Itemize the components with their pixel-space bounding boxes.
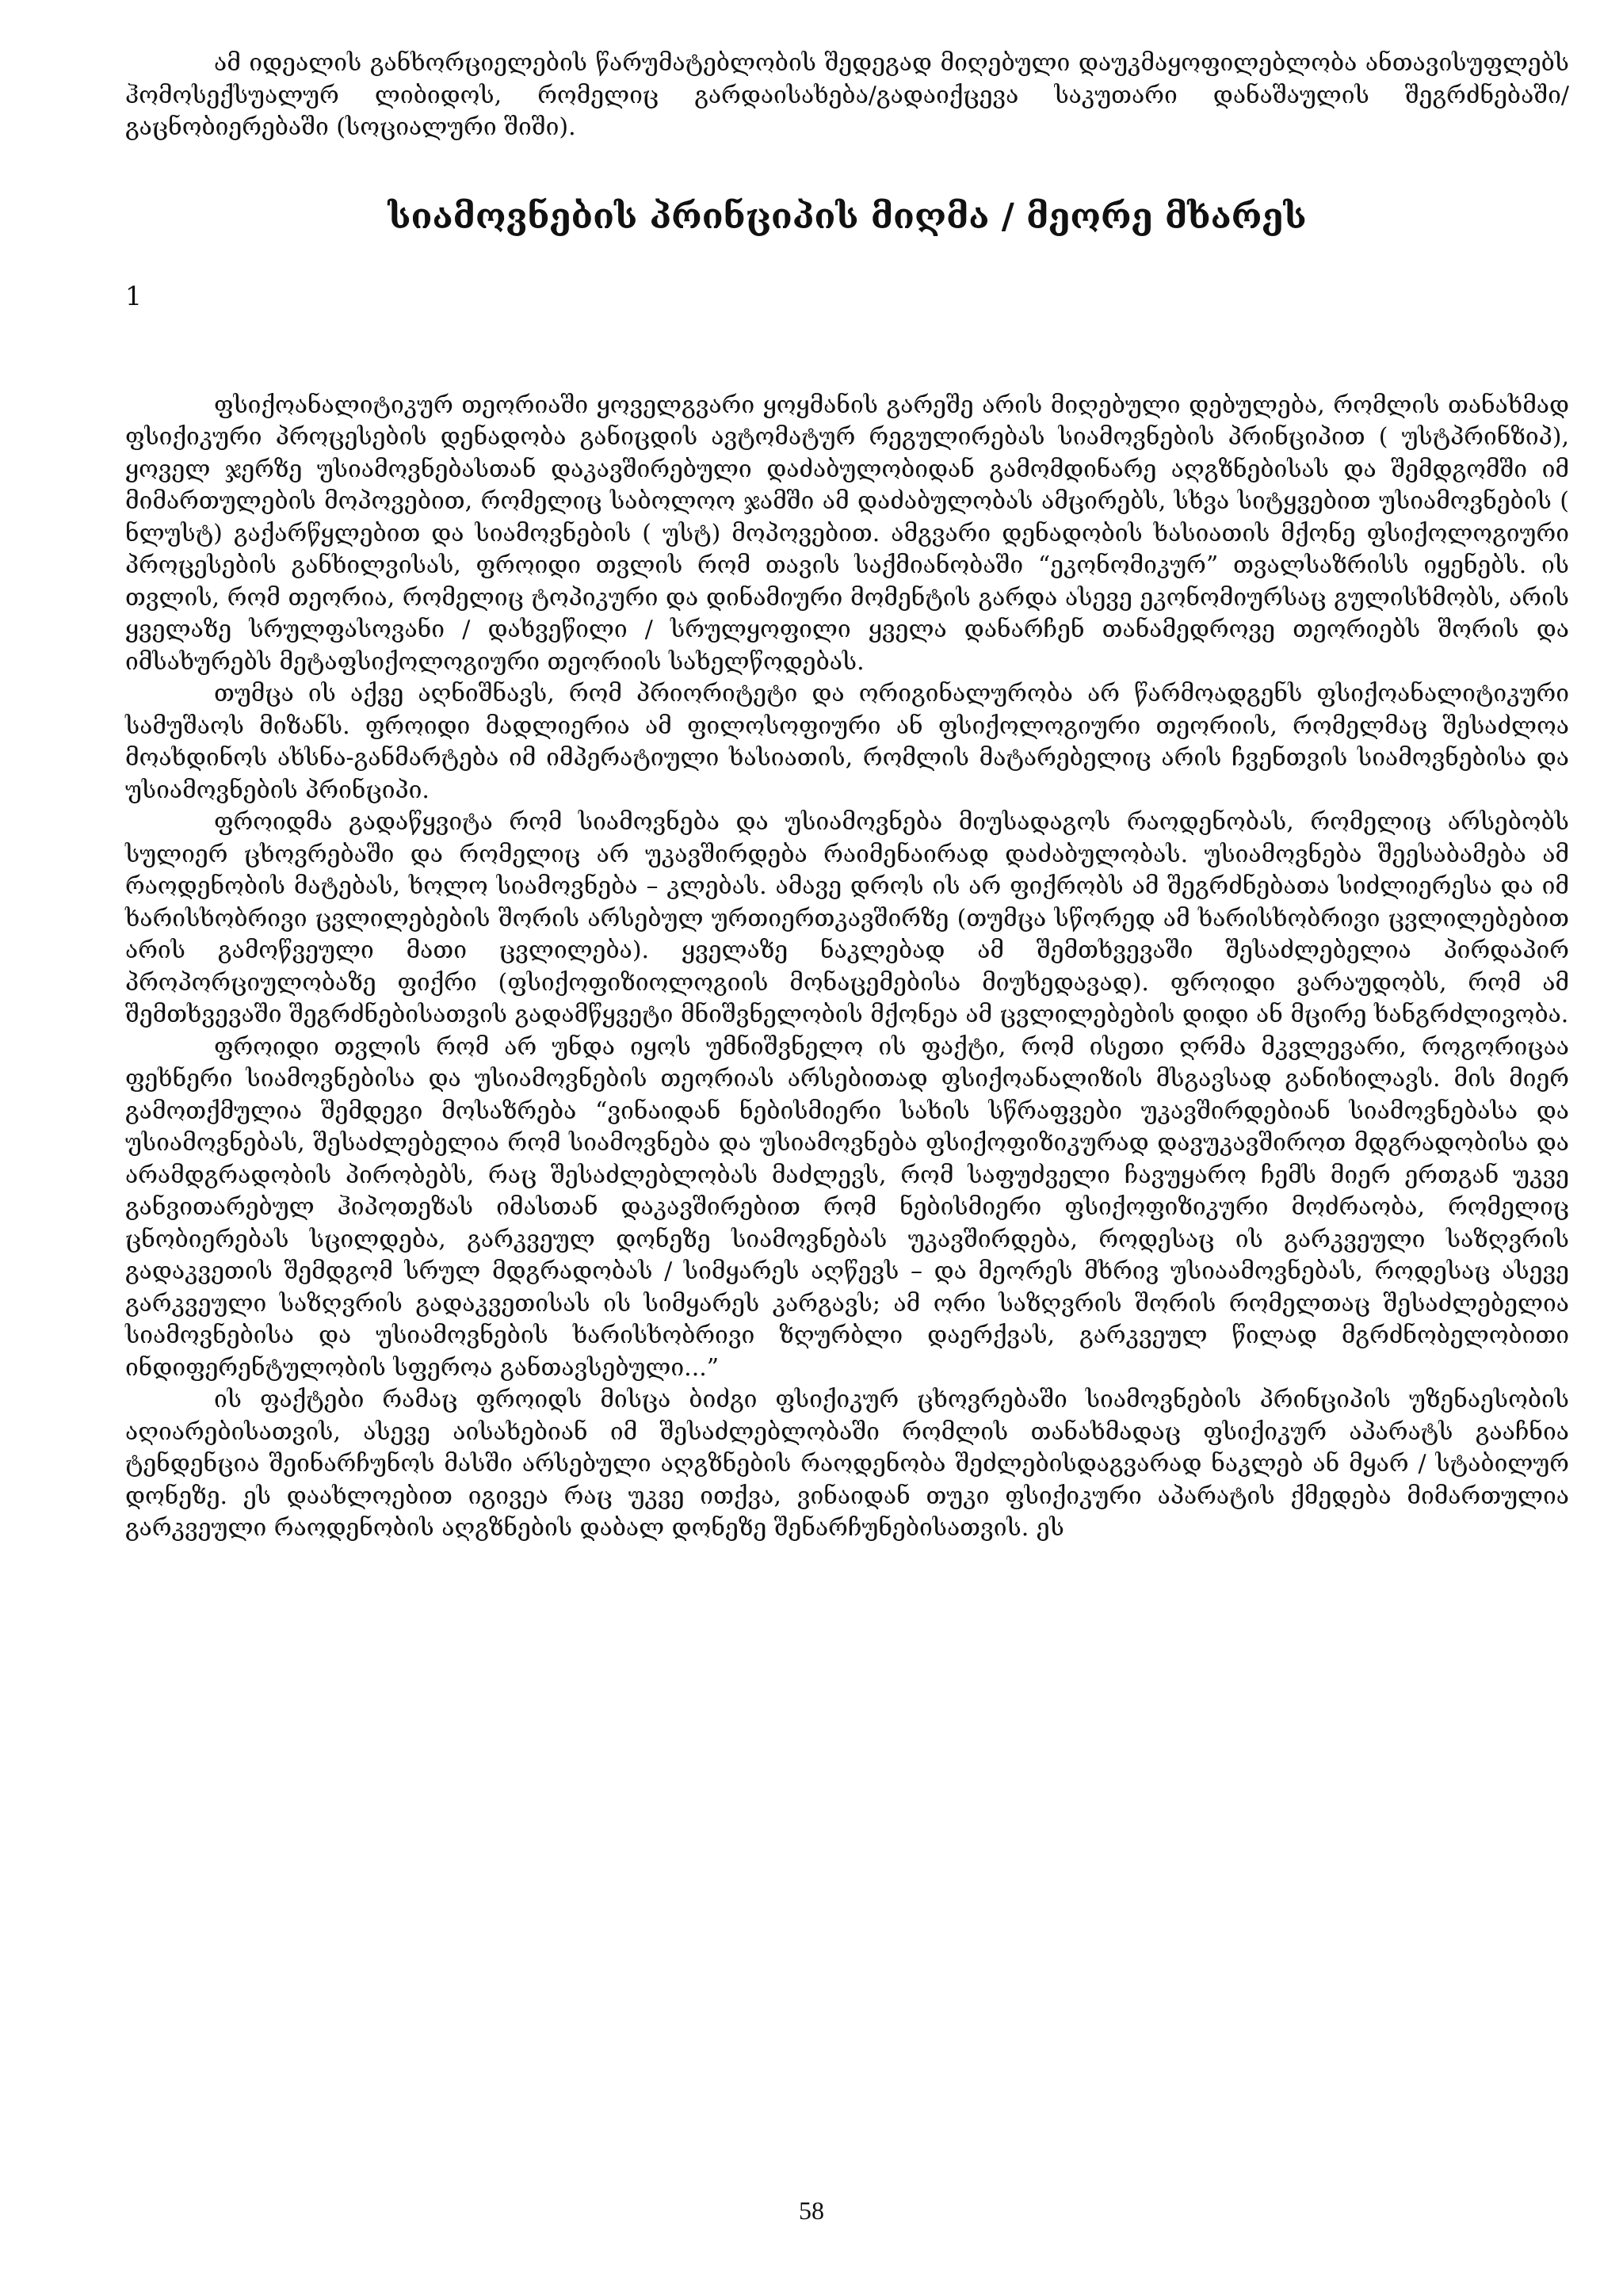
body-paragraph: თუმცა ის აქვე აღნიშნავს, რომ პრიორიტეტი და ორიგინალურობა არ წარმოადგენს ფსიქოანალიტიკური სამუშაოს მიზანს. ფროიდი მადლიერია ამ ფილოსოფიური ან ფსიქოლოგიური თეორიის, რომელმაც შესაძლოა მოახდინოს ახსნა-განმარტება იმ იმპერატიული ხასიათის, რომლის მატარებელიც არის ჩვენთვის სიამოვნებისა და უსიამოვნების პრინციპი. — [125, 680, 1569, 804]
intro-paragraph: ამ იდეალის განხორციელების წარუმატებლობის შედეგად მიღებული დაუკმაყოფილებლობა ანთავისუფლებს ჰომოსექსუალურ ლიბიდოს, რომელიც გარდაისახება/გადაიქცევა საკუთარი დანაშაულის შეგრძნებაში/გაცნობიერებაში (სოციალური შიში). — [125, 49, 1569, 141]
body-paragraph: ფროიდმა გადაწყვიტა რომ სიამოვნება და უსიამოვნება მიუსადაგოს რაოდენობას, რომელიც არსებობს სულიერ ცხოვრებაში და რომელიც არ უკავშირდება რაიმენაირად დაძაბულობას. უსიამოვნება შეესაბამება ამ რაოდენობის მატებას, ხოლო სიამოვნება – კლებას. ამავე დროს ის არ ფიქრობს ამ შეგრძნებათა სიძლიერესა და იმ ხარისხობრივი ცვლილებების შორის არსებულ ურთიერთკავშირზე (თუმცა სწორედ ამ ხარისხობრივი ცვლილებებით არის გამოწვეული მათი ცვლილება). ყველაზე ნაკლებად ამ შემთხვევაში შესაძლებელია პირდაპირ პროპორციულობაზე ფიქრი (ფსიქოფიზიოლოგიის მონაცემებისა მიუხედავად). ფროიდი ვარაუდობს, რომ ამ შემთხვევაში შეგრძნებისათვის გადამწყვეტი მნიშვნელობის მქონეა ამ ცვლილებების დიდი ან მცირე ხანგრძლივობა. — [125, 808, 1569, 1028]
document-page — [125, 48, 1569, 1545]
chapter-title: სიამოვნების პრინციპის მიღმა / მეორე მხარეს — [388, 196, 1307, 237]
section-number: 1 — [125, 280, 142, 311]
body-paragraph: ფსიქოანალიტიკურ თეორიაში ყოველგვარი ყოყმანის გარეშე არის მიღებული დებულება, რომლის თანახმად ფსიქიკური პროცესების დენადობა განიცდის ავტომატურ რეგულირებას სიამოვნების პრინციპით ( უსტპრინზიპ), ყოველ ჯერზე უსიამოვნებასთან დაკავშირებული დაძაბულობიდან გამომდინარე აღგზნებისას და შემდგომში იმ მიმართულების მოპოვებით, რომელიც საბოლოო ჯამში ამ დაძაბულობას ამცირებს, სხვა სიტყვებით უსიამოვნების ( ნლუსტ) გაქარწყლებით და სიამოვნების ( უსტ) მოპოვებით. ამგვარი დენადობის ხასიათის მქონე ფსიქოლოგიური პროცესების განხილვისას, ფროიდი თვლის რომ თავის საქმიანობაში “ეკონომიკურ” თვალსაზრისს იყენებს. ის თვლის, რომ თეორია, რომელიც ტოპიკური და დინამიური მომენტის გარდა ასევე ეკონომიურსაც გულისხმობს, არის ყველაზე სრულფასოვანი / დახვეწილი / სრულყოფილი ყველა დანარჩენ თანამედროვე თეორიებს შორის და იმსახურებს მეტაფსიქოლოგიური თეორიის სახელწოდებას. — [125, 391, 1569, 676]
body-text — [125, 390, 1569, 1545]
body-paragraph: ის ფაქტები რამაც ფროიდს მისცა ბიძგი ფსიქიკურ ცხოვრებაში სიამოვნების პრინციპის უზენაესობის აღიარებისათვის, ასევე აისახებიან იმ შესაძლებლობაში რომლის თანახმადაც ფსიქიკურ აპარატს გააჩნია ტენდენცია შეინარჩუნოს მასში არსებული აღგზნების რაოდენობა შეძლებისდაგვარად ნაკლებ ან მყარ / სტაბილურ დონეზე. ეს დაახლოებით იგივეა რაც უკვე ითქვა, ვინაიდან თუკი ფსიქიკური აპარატის ქმედება მიმართულია გარკვეული რაოდენობის აღგზნების დაბალ დონეზე შენარჩუნებისათვის. ეს — [125, 1386, 1569, 1542]
body-paragraph: ფროიდი თვლის რომ არ უნდა იყოს უმნიშვნელო ის ფაქტი, რომ ისეთი ღრმა მკვლევარი, როგორიცაა ფეხნერი სიამოვნებისა და უსიამოვნების თეორიას არსებითად ფსიქოანალიზის მსგავსად განიხილავს. მის მიერ გამოთქმულია შემდეგი მოსაზრება “ვინაიდან ნებისმიერი სახის სწრაფვები უკავშირდებიან სიამოვნებასა და უსიამოვნებას, შესაძლებელია რომ სიამოვნება და უსიამოვნება ფსიქოფიზიკურად დავუკავშიროთ მდგრადობისა და არამდგრადობის პირობებს, რაც შესაძლებლობას მაძლევს, რომ საფუძველი ჩავუყარო ჩემს მიერ ერთგან უკვე განვითარებულ ჰიპოთეზას იმასთან დაკავშირებით რომ ნებისმიერი ფსიქოფიზიკური მოძრაობა, რომელიც ცნობიერებას სცილდება, გარკვეულ დონეზე სიამოვნებას უკავშირდება, როდესაც ის გარკვეული საზღვრის გადაკვეთის შემდგომ სრულ მდგრადობას / სიმყარეს აღწევს – და მეორეს მხრივ უსიაამოვნებას, როდესაც ასევე გარკვეული საზღვრის გადაკვეთისას ის სიმყარეს კარგავს; ამ ორი საზღვრის შორის რომელთაც შესაძლებელია სიამოვნებისა და უსიამოვნების ხარისხობრივი ზღურბლი დაერქვას, გარკვეულ წილად მგრძნობელობითი ინდიფერენტულობის სფეროა განთავსებული...” — [125, 1032, 1569, 1382]
page-number: 58 — [799, 2196, 824, 2225]
